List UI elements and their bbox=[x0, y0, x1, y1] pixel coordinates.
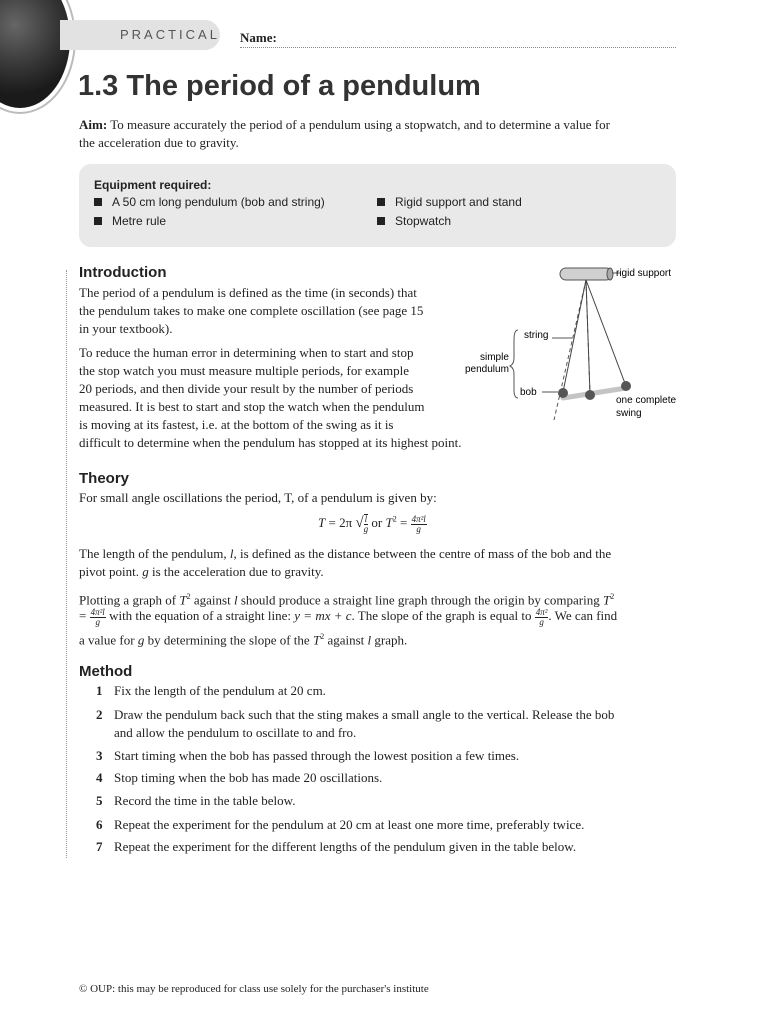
text: with the equation of a straight line: bbox=[109, 608, 292, 623]
name-field[interactable] bbox=[240, 47, 676, 48]
method-step bbox=[96, 706, 614, 742]
step-number: 1 bbox=[96, 683, 103, 698]
text: graph. bbox=[374, 632, 408, 648]
aim-line2: the acceleration due to gravity. bbox=[79, 135, 239, 150]
text: l bbox=[367, 632, 372, 648]
text: T bbox=[312, 632, 321, 648]
text: T bbox=[602, 592, 611, 608]
rigid-support-rod bbox=[560, 268, 612, 280]
text: . The slope of the graph is equal to bbox=[351, 608, 532, 623]
text: Plotting a graph of bbox=[79, 592, 177, 608]
eq-equals2: = bbox=[396, 514, 408, 530]
text-line: the stop watch you must measure multiple periods, for example bbox=[79, 363, 409, 378]
bullet-icon bbox=[377, 198, 385, 206]
eq-sqrt-num: l bbox=[364, 514, 368, 524]
text-line: measured. It is best to start and stop the watch when the pendulum bbox=[79, 399, 425, 414]
method-step bbox=[96, 816, 584, 834]
bullet-icon bbox=[94, 198, 102, 206]
text-line: the pendulum takes to make one complete oscillation (see page 15 bbox=[79, 303, 424, 318]
name-label: Name: bbox=[240, 30, 277, 45]
theory-intro: For small angle oscillations the period, T, of a pendulum is given by: bbox=[79, 490, 437, 505]
text-line: in your textbook). bbox=[79, 321, 173, 336]
step-number: 6 bbox=[96, 817, 103, 832]
text-line: The period of a pendulum is defined as the time (in seconds) that bbox=[79, 285, 417, 300]
step-text: Record the time in the table below. bbox=[114, 793, 296, 808]
text: g bbox=[95, 616, 100, 627]
pendulum-bob bbox=[558, 388, 568, 398]
step-text: Draw the pendulum back such that the sting makes a small angle to the vertical. Release the bob bbox=[114, 707, 615, 722]
eq-T: T bbox=[318, 514, 326, 530]
period-formula: T = 2π √ $\frac{l}{g}$ or $T^2$ = $\frac{\text{4π²l}}{g}$ bbox=[318, 513, 426, 534]
text: against bbox=[193, 592, 231, 608]
step-text: Start timing when the bob has passed through the lowest position a few times. bbox=[114, 748, 520, 763]
corner-pendulum-image bbox=[0, 0, 70, 108]
text-line: difficult to determine when the pendulum has stopped at its highest point. bbox=[79, 435, 462, 450]
step-text: Fix the length of the pendulum at 20 cm. bbox=[114, 683, 326, 698]
introduction-p2 bbox=[79, 344, 519, 452]
eq-frac-num: 4π²l bbox=[411, 513, 426, 524]
text: should produce a straight line graph through the origin by comparing bbox=[240, 592, 600, 608]
bullet-icon bbox=[94, 217, 102, 225]
method-heading: Method bbox=[79, 663, 133, 680]
text: l bbox=[229, 546, 234, 561]
practical-tab bbox=[60, 20, 220, 50]
step-text: Repeat the experiment for the pendulum at 20 cm at least one more time, preferably twice. bbox=[114, 817, 585, 832]
method-step bbox=[96, 792, 295, 810]
method-step bbox=[96, 682, 326, 700]
introduction-heading: Introduction bbox=[79, 264, 167, 281]
text: 4π²l bbox=[90, 606, 105, 617]
text: pivot point. bbox=[79, 564, 139, 579]
theory-heading: Theory bbox=[79, 470, 130, 487]
eq-sqrt-den: g bbox=[363, 524, 369, 534]
step-number: 4 bbox=[96, 770, 103, 785]
step-number: 2 bbox=[96, 707, 103, 722]
introduction-p1 bbox=[79, 284, 479, 338]
step-number: 3 bbox=[96, 748, 103, 763]
eq-sup: 2 bbox=[392, 514, 397, 524]
method-step bbox=[96, 769, 382, 787]
equipment-item bbox=[377, 195, 522, 209]
pendulum-diagram bbox=[460, 260, 690, 430]
aim-paragraph bbox=[79, 116, 679, 152]
footer-copyright: © OUP: this may be reproduced for class use solely for the purchaser's institute bbox=[79, 983, 429, 995]
text: is the acceleration due to gravity. bbox=[151, 564, 324, 579]
text: , is defined as the distance between the centre of mass of the bob and the bbox=[233, 546, 612, 561]
label-one-complete: one complete bbox=[616, 395, 677, 406]
text: The length of the pendulum, bbox=[79, 546, 227, 561]
text: by determining the slope of the bbox=[147, 632, 310, 648]
text-line: is moving at its fastest, i.e. at the bottom of the swing as it is bbox=[79, 417, 394, 432]
step-number: 5 bbox=[96, 793, 103, 808]
text: g bbox=[539, 616, 544, 627]
text: 2 bbox=[320, 632, 325, 641]
text: . We can find bbox=[548, 608, 618, 623]
equipment-item-text: Metre rule bbox=[112, 214, 167, 228]
title-text: The period of a pendulum bbox=[126, 70, 481, 102]
step-text: Repeat the experiment for the different lengths of the pendulum given in the table below. bbox=[114, 839, 577, 854]
equipment-item-text: Stopwatch bbox=[395, 214, 452, 228]
text-line: To reduce the human error in determining when to start and stop bbox=[79, 345, 414, 360]
label-string: string bbox=[524, 330, 549, 341]
text: = bbox=[79, 608, 87, 623]
label-rigid-support: rigid support bbox=[616, 268, 672, 279]
aim-line1: To measure accurately the period of a pendulum using a stopwatch, and to determine a value for bbox=[110, 117, 610, 132]
text: g bbox=[142, 564, 149, 579]
text: 2 bbox=[610, 592, 615, 601]
margin-rule bbox=[66, 270, 67, 858]
method-step bbox=[96, 838, 576, 856]
bullet-icon bbox=[377, 217, 385, 225]
equipment-title: Equipment required: bbox=[94, 178, 212, 192]
title-number: 1.3 bbox=[78, 70, 119, 102]
label-swing: swing bbox=[616, 408, 642, 419]
text: y = mx + c bbox=[294, 608, 352, 623]
label-simple: simple bbox=[480, 352, 509, 363]
text: 4π² bbox=[535, 606, 548, 617]
eq-or: or bbox=[371, 514, 383, 530]
text: T bbox=[179, 592, 187, 608]
eq-T2: T bbox=[385, 514, 393, 530]
equipment-item-text: Rigid support and stand bbox=[395, 195, 522, 209]
eq-frac-den: g bbox=[416, 523, 421, 534]
aim-label: Aim: bbox=[79, 117, 108, 132]
text: a value for bbox=[79, 632, 135, 648]
step-number: 7 bbox=[96, 839, 103, 854]
method-step bbox=[96, 747, 519, 765]
text-line: 20 periods, and then divide your result by the number of periods bbox=[79, 381, 414, 396]
theory-p4 bbox=[79, 628, 679, 649]
practical-tab-label: PRACTICAL bbox=[120, 27, 220, 42]
pendulum-string bbox=[563, 280, 586, 392]
text: g bbox=[137, 632, 145, 648]
theory-p1 bbox=[79, 545, 679, 581]
equipment-item-text: A 50 cm long pendulum (bob and string) bbox=[112, 195, 325, 209]
text: against bbox=[327, 632, 365, 648]
equipment-item bbox=[94, 214, 166, 228]
equipment-item bbox=[377, 214, 451, 228]
label-bob: bob bbox=[520, 387, 537, 398]
step-text: Stop timing when the bob has made 20 oscillations. bbox=[114, 770, 383, 785]
text: l bbox=[233, 592, 238, 608]
equipment-item bbox=[94, 195, 325, 209]
label-pendulum: pendulum bbox=[465, 364, 509, 375]
theory-p3 bbox=[79, 607, 679, 627]
step-text: and allow the pendulum to oscillate to and fro. bbox=[114, 725, 357, 740]
text: 2 bbox=[186, 592, 191, 601]
eq-equals: = 2π bbox=[325, 514, 353, 530]
page-title bbox=[78, 70, 481, 103]
